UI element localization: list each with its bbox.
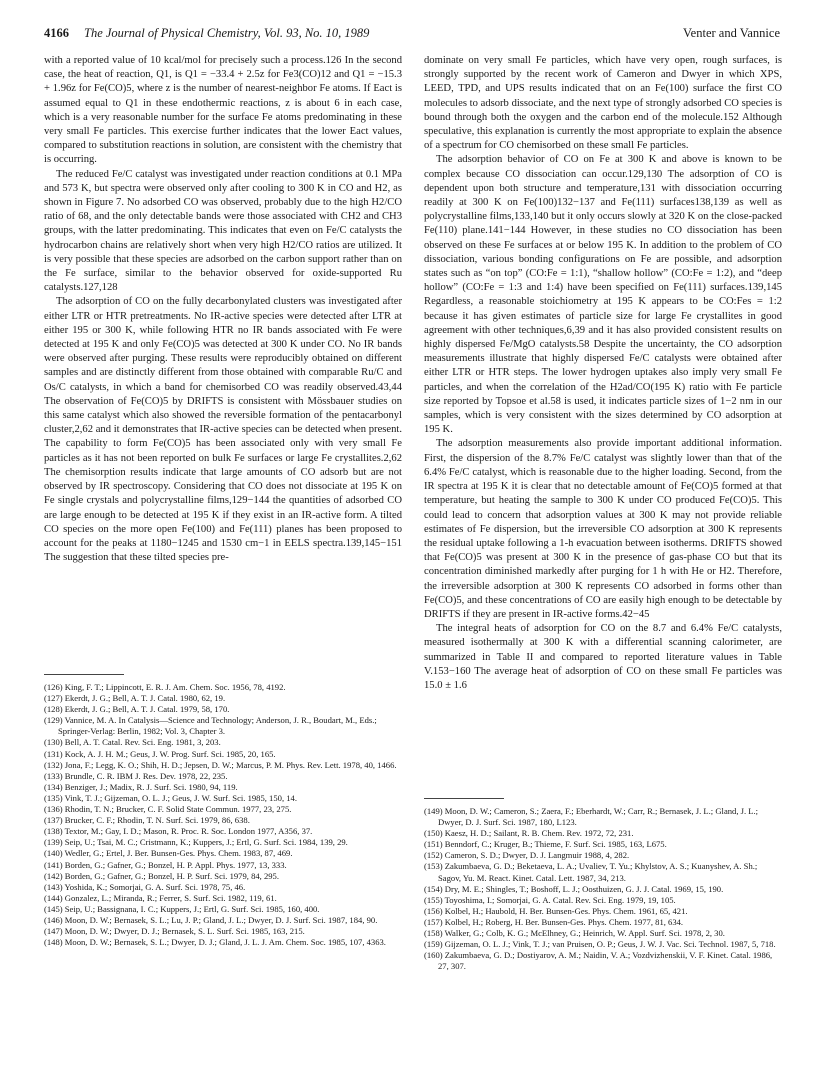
- reference: (143) Yoshida, K.; Somorjai, G. A. Surf. Sci. 1978, 75, 46.: [44, 881, 246, 892]
- reference: (126) King, F. T.; Lippincott, E. R. J. Am. Chem. Soc. 1956, 78, 4192.: [44, 682, 286, 692]
- page-header: [44, 26, 780, 46]
- running-authors: Venter and Vannice: [683, 26, 780, 40]
- reference: (153) Zakumbaeva, G. D.; Beketaeva, L. A.; Uvaliev, T. Yu.; Khylstov, A. S.; Kuanyshev, A. Sh.; Sagov, Yu. M. React. Kinet. Catal. Lett. 1987, 34, 213.: [424, 861, 758, 883]
- reference: (158) Walker, G.; Colb, K. G.; McElhney, G.; Heinrich, W. Appl. Surf. Sci. 1978, 2, 30.: [424, 928, 725, 939]
- reference: (131) Kock, A. J. H. M.; Geus, J. W. Prog. Surf. Sci. 1985, 20, 165.: [44, 748, 276, 759]
- right-column: [424, 54, 782, 693]
- reference: (135) Vink, T. J.; Gijzeman, O. L. J.; Geus, J. W. Surf. Sci. 1985, 150, 14.: [44, 792, 297, 803]
- reference: (151) Benndorf, C.; Kruger, B.; Thieme, F. Surf. Sci. 1985, 163, L675.: [424, 839, 667, 850]
- paragraph: dominate on very small Fe particles, which have very open, rough surfaces, is strongly supported by the recent work of Cameron and Dwyer in which XPS, LEED, TPD, and UPS results indicated that on an Fe(100) surface the first CO molecules to adsorb dissociate, and the next type of strongly adsorbed CO species is bound through both the oxygen and the carbon end of the molecule.152 Although speculative, this explanation is currently the most appropriate to explain the absence of a spectrum for CO chemisorbed on these small Fe particles.: [424, 55, 782, 152]
- paragraph: The adsorption of CO on the fully decarbonylated clusters was investigated after either LTR or HTR pretreatments. No IR-active species were detected after LTR at either 195 or 300 K, while following HTR no IR bands associated with Fe were detected at 195 K and only Fe(CO)5 was detected at 300 K under CO. No IR bands were observed after purging. These results were reproducibly obtained on different samples and are distinctly different from those obtained with comparable Ru/C and Os/C catalysts, in which a band for chemisorbed CO was readily observed.43,44 The observation of Fe(CO)5 by DRIFTS is consistent with Mössbauer studies on this same catalyst which also showed the reversible formation of the pentacarbonyl cluster,2,62 and it demonstrates that IR-active species can be detected when present. The capability to form Fe(CO)5 has been associated only with very small Fe particles as it has not been reported on bulk Fe surfaces or large Fe crystallites.2,62 The chemisorption results indicate that large amounts of CO adsorb but are not observed by IR spectroscopy. Considering that CO does not dissociate at 195 K on Fe single crystals and polycrystalline films,129−144 the quantities of adsorbed CO are large enough to be detected at 195 K if they exist in an IR-active form. A tilted CO species on the more open Fe(100) and Fe(111) planes has been proposed to account for the peaks at 1180−1245 and 1530 cm−1 in EELS spectra.139,145−151 The suggestion that these tilted species pre-: [44, 296, 402, 564]
- reference: (160) Zakumbaeva, G. D.; Dostiyarov, A. M.; Naidin, V. A.; Vozdvizhenskii, V. F. Kinet. Catal. 1986, 27, 307.: [424, 950, 773, 972]
- reference: (129) Vannice, M. A. In Catalysis—Science and Technology; Anderson, J. R., Boudart, M., Eds.; Springer-Verlag: Berlin, 1982; Vol. 3, Chapter 3.: [44, 715, 377, 737]
- references-left: [44, 682, 402, 948]
- left-column: [44, 54, 402, 565]
- reference: (134) Benziger, J.; Madix, R. J. Surf. Sci. 1980, 94, 119.: [44, 781, 238, 792]
- paragraph: The reduced Fe/C catalyst was investigated under reaction conditions at 0.1 MPa and 573 K, but spectra were observed only after cooling to 300 K in CO and H2, as shown in Figure 7. No adsorbed CO was observed, probably due to the high H2/CO ratio of 68, and the only detectable bands were those associated with CH2 and CH3 groups, with the latter predominating. This indicates that even on Fe/C catalysts the hydrocarbon chains are relatively short when very high H2/CO ratios are utilized. It is very possible that these species are adsorbed on the carbon support rather than on the Fe surface, similar to the behavior observed for oxide-supported Ru catalysts.127,128: [44, 168, 402, 294]
- reference: (140) Wedler, G.; Ertel, J. Ber. Bunsen-Ges. Phys. Chem. 1983, 87, 469.: [44, 848, 293, 859]
- reference: (155) Toyoshima, I.; Somorjai, G. A. Catal. Rev. Sci. Eng. 1979, 19, 105.: [424, 894, 676, 905]
- reference: (132) Jona, F.; Legg, K. O.; Shih, H. D.; Jepsen, D. W.; Marcus, P. M. Phys. Rev. Lett. 1978, 40, 1466.: [44, 759, 397, 770]
- paragraph: The adsorption measurements also provide important additional information. First, the dispersion of the 8.7% Fe/C catalyst was slightly lower than that of the 6.4% Fe/C catalyst, which is reasonable due to the higher loading. Second, from the IR spectra at 195 K it is clear that no detectable amount of Fe(CO)5 formed at that temperature, but heating the sample to 300 K under CO produced Fe(CO)5. This could lead to concern that adsorption values at 300 K may not provide reliable estimates of Fe dispersion, but the irreversible CO adsorption at 300 K represents the residual uptake following a 1-h evacuation between isotherms. DRIFTS showed that Fe(CO)5 was present at 300 K in the presence of gas-phase CO but that its concentration diminished markedly after purging for 1 h with He or H2. Therefore, the irreversible adsorption at 300 K represents CO adsorbed in forms other than Fe(CO)5, and these concentrations of CO are easily high enough to be detectable by DRIFTS if they are present in IR-active forms.42−45: [424, 438, 782, 620]
- reference: (159) Gijzeman, O. L. J.; Vink, T. J.; van Pruisen, O. P.; Geus, J. W. J. Vac. Sci. Technol. 1987, 5, 718.: [424, 939, 776, 950]
- reference: (139) Seip, U.; Tsai, M. C.; Cristmann, K.; Kuppers, J.; Ertl, G. Surf. Sci. 1984, 139, 29.: [44, 837, 348, 848]
- footnote-divider: [424, 798, 504, 799]
- reference: (136) Rhodin, T. N.; Brucker, C. F. Solid State Commun. 1977, 23, 275.: [44, 804, 292, 815]
- reference: (152) Cameron, S. D.; Dwyer, D. J. Langmuir 1988, 4, 282.: [424, 850, 630, 861]
- page-number: 4166: [44, 26, 69, 40]
- paragraph: with a reported value of 10 kcal/mol for precisely such a process.126 In the second case, the heat of reaction, Q1, is Q1 = −33.4 + 2.5z for Fe3(CO)12 and Q1 = −15.3 + 1.96z for Fe(CO)5, where z is the number of nearest-neighbor Fe atoms. If Eact is assumed equal to Q1 in these endothermic reactions, z is about 6 in each case, which is a very reasonable number for the surface Fe atoms predominating in these very small Fe particles. This exercise further indicates that the lower Eact values, compared to substitution reactions in solution, are consistent with the chemistry that is occurring.: [44, 55, 402, 166]
- paragraph: The adsorption behavior of CO on Fe at 300 K and above is known to be complex because CO dissociation can occur.129,130 The adsorption of CO is dependent upon both structure and temperature,131 with dissociation occurring readily at 300 K on Fe(100)132−137 and Fe(111) surfaces138,139 as well as polycrystalline films,133,140 but it only occurs slowly at 320 K on the close-packed Fe(110) plane.141−144 However, in these studies no CO dissociation has been observed on these Fe surfaces at or below 195 K. In addition to the problem of CO dissociation, various bonding configurations on Fe are possible, and adsorption states such as “on top” (CO:Fe = 1:1), “shallow hollow” (CO:Fe = 1:2), and “deep hollow” (CO:Fe = 1:3 and 1:4) have been specified on Fe(111) surfaces.139,145 Regardless, a reasonable stoichiometry at 195 K appears to be CO:Fes = 1:2 because it has given estimates of particle size for large Fe crystallites in good agreement with other techniques,6,39 and it has also provided consistent results on highly dispersed Fe/MgO catalysts.58 Despite the uncertainty, the CO adsorption measurements illustrate that highly dispersed Fe/C catalysts were obtained after either LTR or HTR steps. The lower hydrogen uptakes also imply very small Fe particles, and when the correlation of the H2ad/CO(195 K) ratio with Fe particle size reported by Topsoe et al.58 is used, it indicates particle sizes of 1−2 nm in our samples, which is very consistent with the sizes determined by CO adsorption at 195 K.: [424, 154, 782, 436]
- journal-citation: The Journal of Physical Chemistry, Vol. 93, No. 10, 1989: [84, 26, 370, 40]
- reference: (154) Dry, M. E.; Shingles, T.; Boshoff, L. J.; Oosthuizen, G. J. J. Catal. 1969, 15, 190.: [424, 883, 724, 894]
- reference: (137) Brucker, C. F.; Rhodin, T. N. Surf. Sci. 1979, 86, 638.: [44, 815, 250, 826]
- reference: (145) Seip, U.; Bassignana, I. C.; Kuppers, J.; Ertl, G. Surf. Sci. 1985, 160, 400.: [44, 903, 320, 914]
- reference: (141) Borden, G.; Gafner, G.; Bonzel, H. P. Appl. Phys. 1977, 13, 333.: [44, 859, 287, 870]
- reference: (149) Moon, D. W.; Cameron, S.; Zaera, F.; Eberhardt, W.; Carr, R.; Bernasek, J. L.; Gland, J. L.; Dwyer, D. J. Surf. Sci. 1987, 180, L123.: [424, 806, 759, 828]
- reference: (157) Kolbel, H.; Roberg, H. Ber. Bunsen-Ges. Phys. Chem. 1977, 81, 634.: [424, 916, 684, 927]
- paragraph: The integral heats of adsorption for CO on the 8.7 and 6.4% Fe/C catalysts, measured isothermally at 300 K with a differential scanning calorimeter, are summarized in Table II and compared to reported literature values in Table V.153−160 The average heat of adsorption of CO on these small Fe particles was 15.0 ± 1.6: [424, 623, 782, 691]
- reference: (147) Moon, D. W.; Dwyer, D. J.; Bernasek, S. L. Surf. Sci. 1985, 163, 215.: [44, 926, 305, 937]
- reference: (156) Kolbel, H.; Haubold, H. Ber. Bunsen-Ges. Phys. Chem. 1961, 65, 421.: [424, 905, 688, 916]
- reference: (142) Borden, G.; Gafner, G.; Bonzel, H. P. Surf. Sci. 1979, 84, 295.: [44, 870, 280, 881]
- reference: (144) Gonzalez, L.; Miranda, R.; Ferrer, S. Surf. Sci. 1982, 119, 61.: [44, 892, 277, 903]
- reference: (146) Moon, D. W.; Bernasek, S. L.; Lu, J. P.; Gland, J. L.; Dwyer, D. J. Surf. Sci. 1987, 184, 90.: [44, 914, 378, 925]
- references-right: [424, 806, 782, 972]
- reference: (150) Kaesz, H. D.; Sailant, R. B. Chem. Rev. 1972, 72, 231.: [424, 828, 634, 839]
- reference: (133) Brundle, C. R. IBM J. Res. Dev. 1978, 22, 235.: [44, 770, 228, 781]
- reference: (128) Ekerdt, J. G.; Bell, A. T. J. Catal. 1979, 58, 170.: [44, 704, 230, 715]
- reference: (130) Bell, A. T. Catal. Rev. Sci. Eng. 1981, 3, 203.: [44, 737, 221, 748]
- reference: (148) Moon, D. W.; Bernasek, S. L.; Dwyer, D. J.; Gland, J. L. J. Am. Chem. Soc. 1985, 107, 4363.: [44, 937, 386, 948]
- footnote-divider: [44, 674, 124, 675]
- reference: (127) Ekerdt, J. G.; Bell, A. T. J. Catal. 1980, 62, 19.: [44, 693, 226, 704]
- reference: (138) Textor, M.; Gay, I. D.; Mason, R. Proc. R. Soc. London 1977, A356, 37.: [44, 826, 313, 837]
